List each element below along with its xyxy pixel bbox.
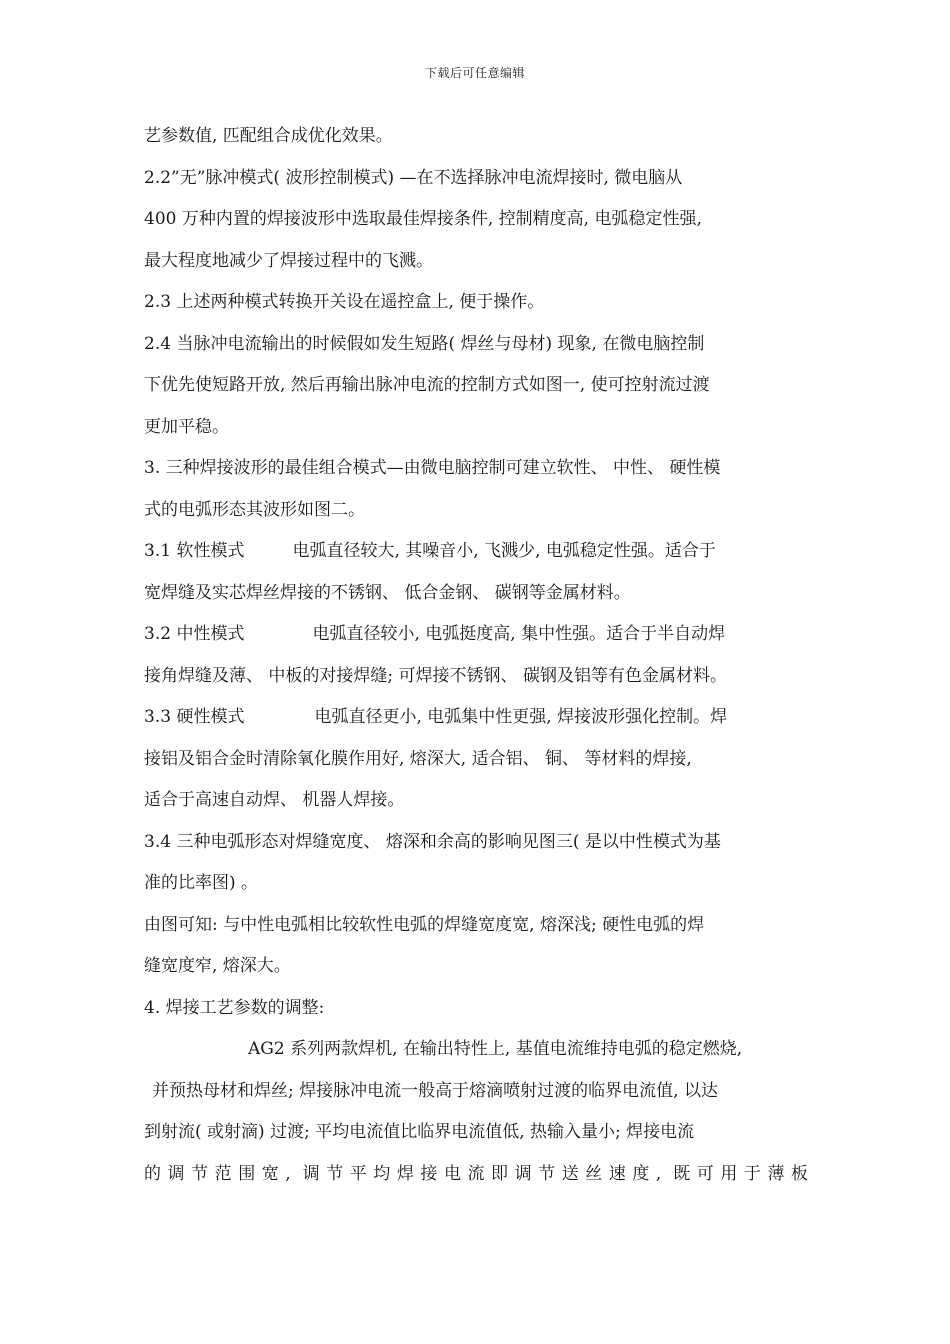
text-line: 更加平稳。 [144, 416, 229, 437]
mode-line-medium [144, 614, 808, 656]
text-line: 下优先使短路开放, 然后再输出脉冲电流的控制方式如图一, 使可控射流过渡 [144, 375, 710, 395]
text-line: 由图可知: 与中性电弧相比较软性电弧的焊缝宽度宽, 熔深浅; 硬性电弧的焊 [144, 914, 705, 935]
mode-label: 3.1 软性模式 [144, 541, 245, 561]
text-line: 适合于高速自动焊、 机器人焊接。 [144, 790, 405, 810]
mode-description: 电弧直径较小, 电弧挺度高, 集中性强。适合于半自动焊 [312, 624, 726, 644]
text-line: 艺参数值, 匹配组合成优化效果。 [144, 126, 393, 146]
mode-line-soft [144, 531, 808, 573]
document-body [144, 116, 808, 1195]
text-line: 3.4 三种电弧形态对焊缝宽度、 熔深和余高的影响见图三( 是以中性模式为基 [144, 831, 721, 852]
text-line: 准的比率图) 。 [144, 873, 259, 893]
text-line: AG2 系列两款焊机, 在输出特性上, 基值电流维持电弧的稳定燃烧, [248, 1039, 743, 1059]
mode-label: 3.3 硬性模式 [144, 707, 245, 727]
mode-description: 电弧直径更小, 电弧集中性更强, 焊接波形强化控制。焊 [314, 707, 728, 727]
section-heading: 4. 焊接工艺参数的调整: [144, 997, 325, 1018]
text-line: 到射流( 或射滴) 过渡; 平均电流值比临界电流值低, 热输入量小; 焊接电流 [144, 1122, 695, 1142]
text-line: 接铝及铝合金时清除氧化膜作用好, 熔深大, 适合铝、 铜、 等材料的焊接, [144, 748, 692, 769]
text-line: 的调节范围宽, 调节平均焊接电流即调节送丝速度, 既可用于薄板 [144, 1163, 808, 1184]
text-line: 2.3 上述两种模式转换开关设在遥控盒上, 便于操作。 [144, 292, 545, 312]
text-line: 接角焊缝及薄、 中板的对接焊缝; 可焊接不锈钢、 碳钢及铝等有色金属材料。 [144, 665, 727, 686]
text-line: 最大程度地减少了焊接过程中的飞溅。 [144, 250, 433, 271]
text-line: 3. 三种焊接波形的最佳组合模式—由微电脑控制可建立软性、 中性、 硬性模 [144, 458, 721, 478]
text-line: 缝宽度窄, 熔深大。 [144, 956, 291, 976]
text-line: 2.4 当脉冲电流输出的时候假如发生短路( 焊丝与母材) 现象, 在微电脑控制 [144, 333, 705, 354]
mode-description: 电弧直径较大, 其噪音小, 飞溅少, 电弧稳定性强。适合于 [292, 541, 716, 561]
text-line: 2.2”无”脉冲模式( 波形控制模式) —在不选择脉冲电流焊接时, 微电脑从 [144, 167, 683, 188]
mode-line-hard [144, 697, 808, 739]
text-line: 并预热母材和焊丝; 焊接脉冲电流一般高于熔滴喷射过渡的临界电流值, 以达 [152, 1080, 718, 1101]
text-line: 400 万种内置的焊接波形中选取最佳焊接条件, 控制精度高, 电弧稳定性强, [144, 209, 702, 229]
text-line: 式的电弧形态其波形如图二。 [144, 499, 365, 520]
text-line: 宽焊缝及实芯焊丝焊接的不锈钢、 低合金钢、 碳钢等金属材料。 [144, 582, 631, 603]
page-header: 下载后可任意编辑 [424, 66, 525, 80]
mode-label: 3.2 中性模式 [144, 624, 245, 644]
